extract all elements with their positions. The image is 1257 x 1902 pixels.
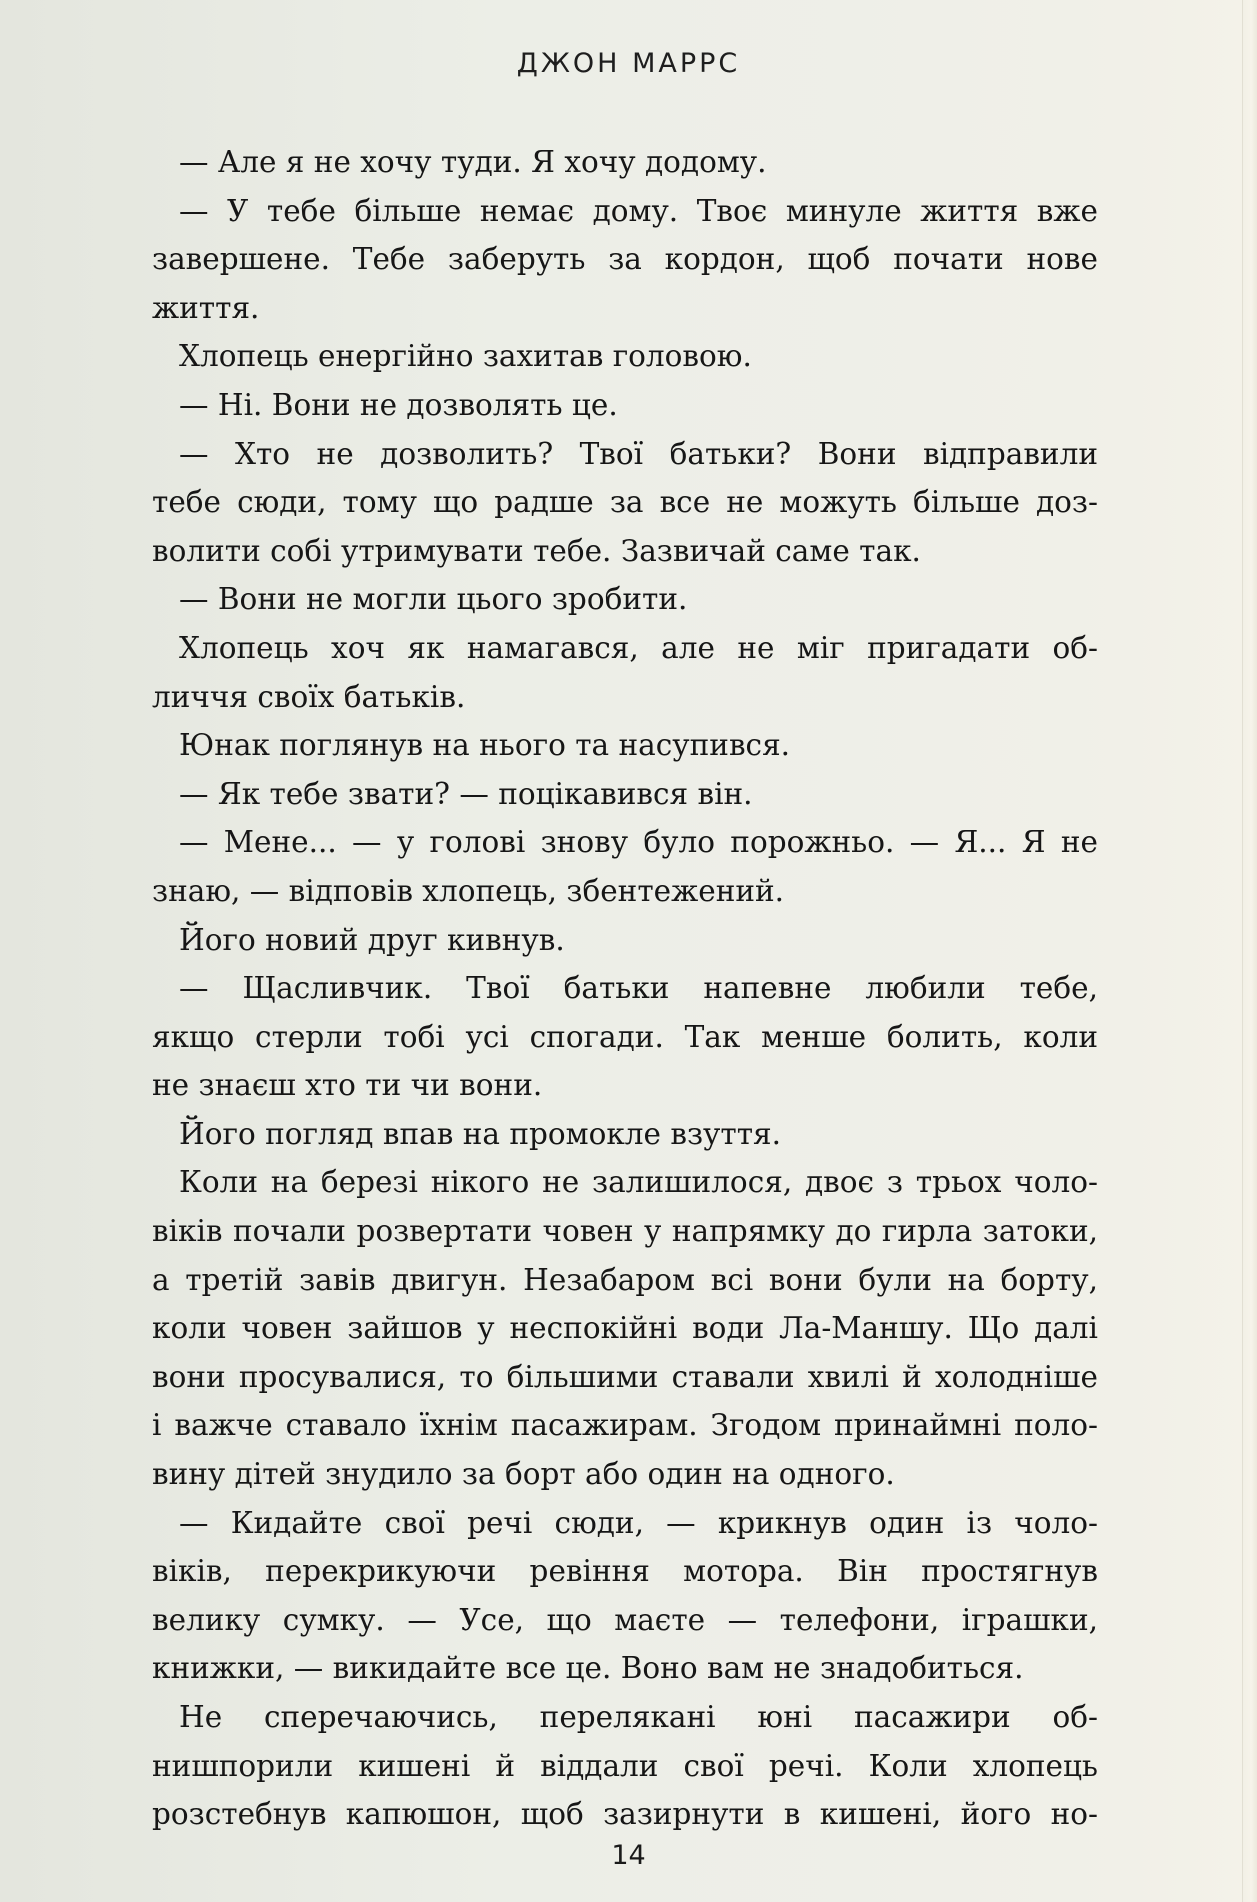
text-line: Юнак поглянув на нього та насупився. [179,728,791,763]
text-line: вони просувалися, то більшими ставали хвилі й холодніше [152,1359,1098,1394]
text-line: не знаєш хто ти чи вони. [152,1068,543,1103]
text-line: — Ні. Вони не дозволять це. [179,387,618,422]
text-line: знаю, — відповів хлопець, збентежений. [152,873,785,908]
text-line: а третій завів двигун. Незабаром всі вони були на борту, [152,1262,1098,1297]
text-line: велику сумку. — Усе, що маєте — телефони, іграшки, [152,1602,1098,1637]
text-line: — У тебе більше немає дому. Твоє минуле життя вже [179,193,1098,228]
text-line: личчя своїх батьків. [152,679,466,714]
text-line: життя. [152,290,260,325]
text-line: Хлопець хоч як намагався, але не міг пригадати об- [179,630,1098,665]
text-line: — Мене... — у голові знову було порожньо. — Я... Я не [179,825,1098,860]
body-text [152,138,1098,1839]
text-line: Коли на березі нікого не залишилося, двоє з трьох чоло- [179,1165,1098,1200]
text-line: вину дітей знудило за борт або один на одного. [152,1457,895,1492]
text-line: книжки, — викидайте все це. Воно вам не знадобиться. [152,1651,1024,1686]
text-line: нишпорили кишені й віддали свої речі. Коли хлопець [152,1748,1098,1783]
text-line: розстебнув капюшон, щоб зазирнути в кишені, його но- [152,1797,1098,1832]
text-line: — Як тебе звати? — поцікавився він. [179,776,753,811]
running-head-author: ДЖОН МАРРС [516,48,741,79]
text-line: тебе сюди, тому що радше за все не можуть більше доз- [152,485,1098,520]
text-line: коли човен зайшов у неспокійні води Ла-Маншу. Що далі [152,1311,1098,1346]
text-line: Його погляд впав на промокле взуття. [179,1116,782,1151]
text-line: — Щасливчик. Твої батьки напевне любили тебе, [179,971,1098,1006]
text-line: Не сперечаючись, перелякані юні пасажири об- [179,1700,1098,1734]
text-line: — Вони не могли цього зробити. [179,582,688,617]
text-line: — Але я не хочу туди. Я хочу додому. [179,145,767,179]
text-line: завершене. Тебе заберуть за кордон, щоб почати нове [152,242,1098,277]
adjacent-page-edge [1242,0,1257,1902]
text-line: — Кидайте свої речі сюди, — крикнув один із чоло- [179,1505,1098,1540]
text-line: віків почали розвертати човен у напрямку до гирла затоки, [152,1214,1098,1249]
text-line: волити собі утримувати тебе. Зазвичай саме так. [152,533,921,568]
text-line: якщо стерли тобі усі спогади. Так менше болить, коли [152,1019,1098,1054]
text-line: Хлопець енергійно захитав головою. [179,339,752,374]
text-line: віків, перекрикуючи ревіння мотора. Він простягнув [152,1554,1098,1589]
page-number: 14 [611,1840,646,1871]
text-line: і важче ставало їхнім пасажирам. Згодом принаймні поло- [152,1408,1098,1443]
text-line: — Хто не дозволить? Твої батьки? Вони відправили [179,436,1098,471]
text-line: Його новий друг кивнув. [179,922,565,957]
